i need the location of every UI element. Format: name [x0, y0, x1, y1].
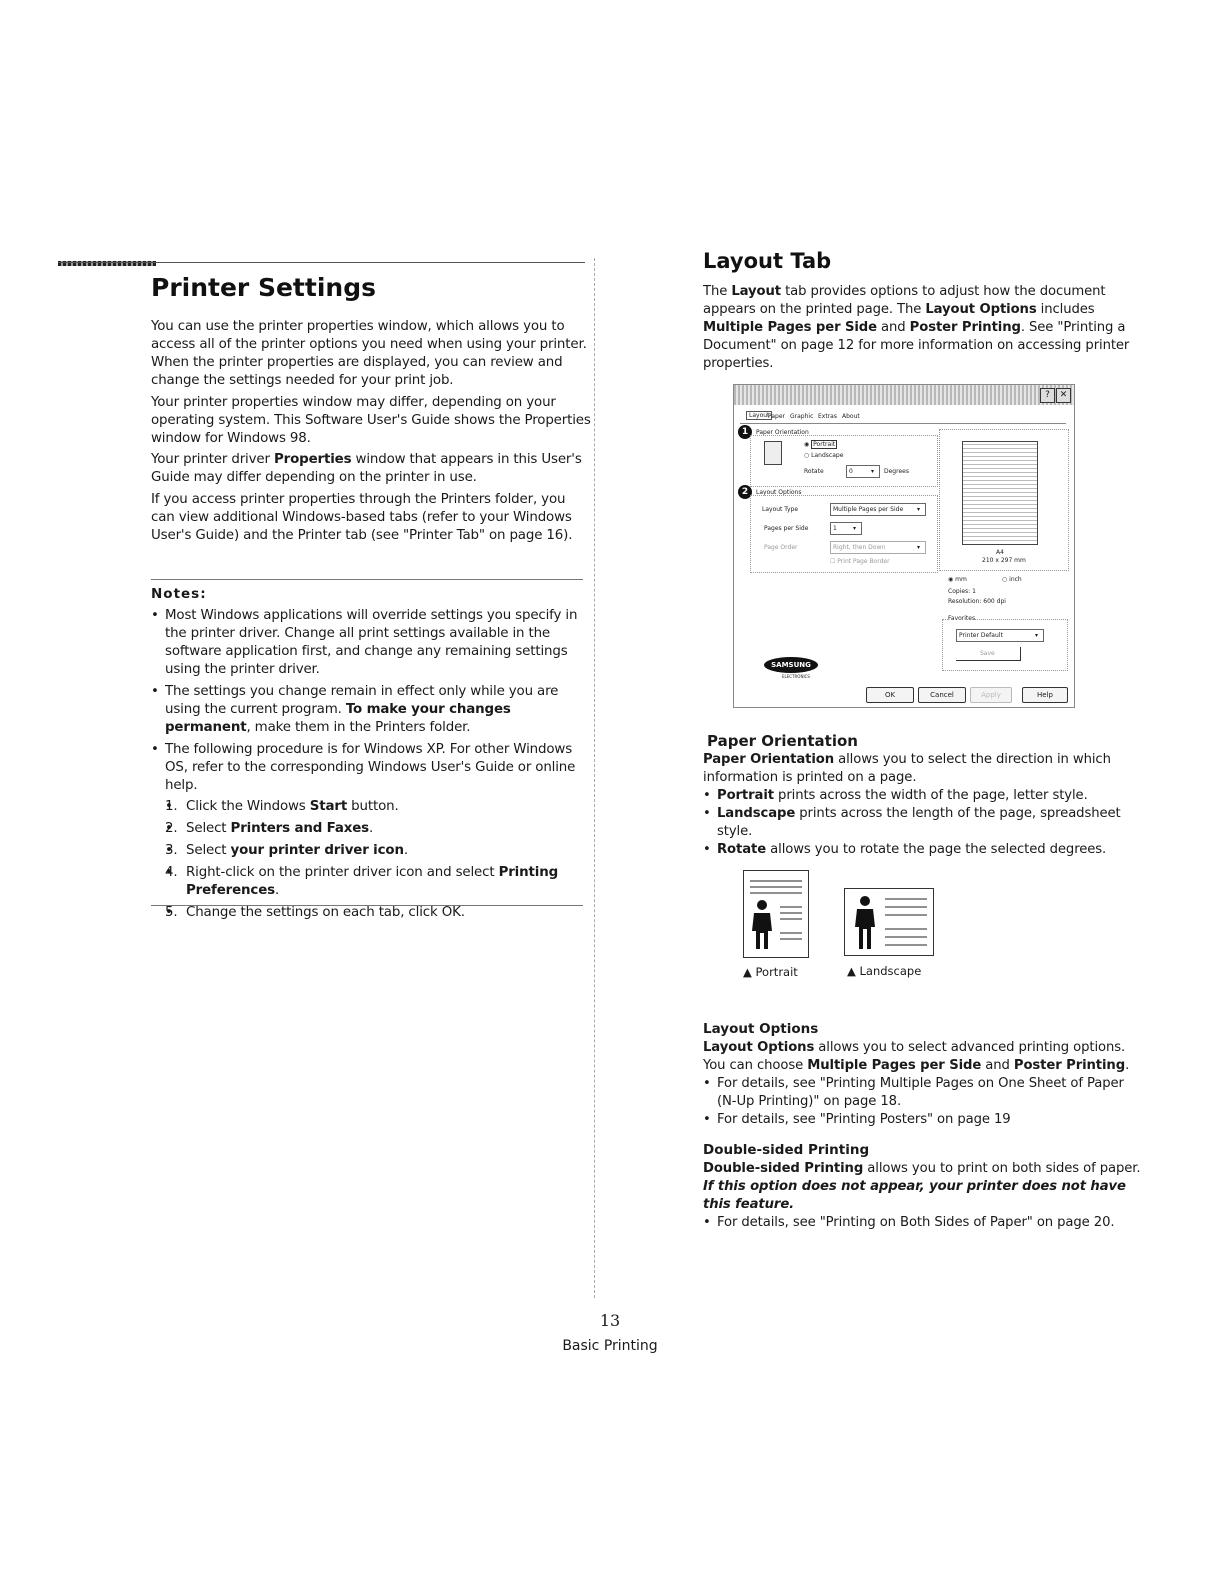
portrait-bullet: • Portrait prints across the width of the page, letter style.	[703, 787, 1133, 805]
pages-per-side-select[interactable]: 1 ▾	[830, 522, 862, 535]
layout-options-label: Layout Options	[756, 489, 802, 496]
paper-orientation-body: Paper Orientation allows you to select the direction in which information is printed on a page. • Portrait prints across the width of the page, letter style. • Landscape prints across the length of the page, spreadsheet style. • Rotate allows you to rotate the page the selected degrees.	[703, 751, 1133, 859]
layout-type-select[interactable]: Multiple Pages per Side ▾	[830, 503, 926, 516]
callout-badge-1: 1	[738, 425, 752, 439]
double-sided-body: Double-sided Printing allows you to print on both sides of paper. If this option does not appear, your printer does not have this feature. • For details, see "Printing on Both Sides of Paper" on page 20.	[703, 1160, 1143, 1232]
rotate-label: Rotate	[804, 468, 824, 475]
notes-title: Notes:	[151, 586, 207, 602]
page-preview	[962, 441, 1038, 545]
notes-list	[151, 607, 591, 926]
step-5: • 5. Change the settings on each tab, click OK.	[165, 904, 591, 922]
copies-label: Copies: 1	[948, 588, 976, 595]
section-title: Layout Tab	[703, 249, 832, 273]
tab-layout[interactable]: Layout	[746, 411, 772, 420]
intro-paragraph-4: If you access printer properties through the Printers folder, you can view additional Windows-based tabs (refer to your Windows User's Guide) and the Printer tab (see "Printer Tab" on page 16).	[151, 492, 573, 543]
steps-list	[165, 798, 591, 922]
intro-paragraph-2: Your printer properties window may differ, depending on your operating system. This Software User's Guide shows the Properties window for Windows 98.	[151, 395, 591, 446]
print-page-border-checkbox[interactable]: ☐ Print Page Border	[830, 558, 890, 565]
layout-options-body: Layout Options allows you to select advanced printing options. You can choose Multiple Pages per Side and Poster Printing. • For details, see "Printing Multiple Pages on One Sheet of Paper (N-Up Printing)" on page 18. • For details, see "Printing Posters" on page 19	[703, 1039, 1143, 1129]
portrait-figure	[743, 870, 809, 958]
triangle-up-icon: ▲	[743, 965, 752, 979]
step-4: • 4. Right-click on the printer driver icon and select Printing Preferences.	[165, 864, 591, 900]
tab-underline	[740, 423, 1066, 424]
triangle-up-icon: ▲	[847, 964, 856, 978]
favorites-save-button[interactable]: Save	[956, 647, 1021, 661]
step-3: • 3. Select your printer driver icon.	[165, 842, 591, 860]
page-order-label: Page Order	[764, 544, 798, 551]
help-icon[interactable]: ?	[1040, 388, 1055, 403]
column-separator	[594, 258, 595, 1298]
double-sided-heading: Double-sided Printing	[703, 1142, 870, 1158]
close-icon[interactable]: ✕	[1056, 388, 1071, 403]
notes-rule-top	[151, 579, 583, 580]
layout-options-heading: Layout Options	[703, 1021, 819, 1037]
intro-paragraph-1: You can use the printer properties window, which allows you to access all of the printer options you need when using your printer. When the printer properties are displayed, you can review and change the settings needed for your print job.	[151, 319, 587, 388]
step-1: • 1. Click the Windows Start button.	[165, 798, 591, 816]
help-button[interactable]: Help	[1022, 687, 1068, 703]
tab-graphic[interactable]: Graphic	[790, 413, 814, 420]
landscape-radio[interactable]: ○ Landscape	[804, 452, 844, 459]
dialog-title-bar	[734, 385, 1074, 405]
tab-paper[interactable]: Paper	[768, 413, 785, 420]
unit-inch-radio[interactable]: ○ inch	[1002, 576, 1022, 583]
landscape-person-icon	[845, 889, 933, 955]
note-item-3: • The following procedure is for Windows XP. For other Windows OS, refer to the corresponding Windows User's Guide or online help. • 1. Click the Windows Start button. • 2. Select Printers and Faxes. • 3. Select your printer driver icon. • 4. Right-click on the printer driver icon and select Printing Preferences. • 5. Change the settings on each tab, click OK.	[151, 741, 591, 922]
layout-intro: The Layout tab provides options to adjust how the document appears on the printed page. The Layout Options includes Multiple Pages per Side and Poster Printing. See "Printing a Document" on page 12 for more information on accessing printer properties.	[703, 284, 1130, 371]
samsung-logo: SAMSUNG	[764, 657, 818, 673]
samsung-logo-sub: ELECTRONICS	[782, 674, 810, 679]
paper-orientation-label: Paper Orientation	[756, 429, 809, 436]
apply-button[interactable]: Apply	[970, 687, 1012, 703]
footer-section: Basic Printing	[562, 1338, 658, 1354]
cancel-button[interactable]: Cancel	[918, 687, 966, 703]
layout-type-label: Layout Type	[762, 506, 799, 513]
page-order-select[interactable]: Right, then Down ▾	[830, 541, 926, 554]
paper-orientation-heading: Paper Orientation	[707, 732, 858, 750]
favorites-label: Favorites	[948, 615, 976, 622]
nup-bullet: • For details, see "Printing Multiple Pages on One Sheet of Paper (N-Up Printing)" on page 18.	[703, 1075, 1143, 1111]
page-title: Printer Settings	[151, 273, 376, 302]
intro-paragraph-3: Your printer driver Properties window that appears in this User's Guide may differ depending on the printer in use.	[151, 452, 582, 485]
unit-mm-radio[interactable]: ◉ mm	[948, 576, 967, 583]
degrees-label: Degrees	[884, 468, 909, 475]
duplex-bullet: • For details, see "Printing on Both Sides of Paper" on page 20.	[703, 1214, 1143, 1232]
note-item-2: • The settings you change remain in effect only while you are using the current program. To make your changes permanent, make them in the Printers folder.	[151, 683, 591, 737]
favorites-group	[942, 619, 1068, 671]
page-number: 13	[599, 1311, 621, 1330]
header-rule	[58, 262, 585, 263]
resolution-label: Resolution: 600 dpi	[948, 598, 1006, 605]
orientation-preview-icon	[764, 441, 782, 465]
paper-size-label: A4	[996, 549, 1004, 556]
landscape-bullet: • Landscape prints across the length of the page, spreadsheet style.	[703, 805, 1133, 841]
ok-button[interactable]: OK	[866, 687, 914, 703]
landscape-caption: ▲ Landscape	[847, 964, 922, 978]
pages-per-side-label: Pages per Side	[764, 525, 809, 532]
tab-extras[interactable]: Extras	[818, 413, 837, 420]
callout-badge-2: 2	[738, 485, 752, 499]
paper-dims-label: 210 x 297 mm	[982, 557, 1026, 564]
printer-properties-dialog	[733, 384, 1075, 708]
note-item-1: • Most Windows applications will override settings you specify in the printer driver. Change all print settings available in the software application first, and change any remaining settings using the printer driver.	[151, 607, 591, 679]
tab-about[interactable]: About	[842, 413, 860, 420]
favorites-select[interactable]: Printer Default ▾	[956, 629, 1044, 642]
portrait-person-icon	[744, 871, 808, 957]
poster-bullet: • For details, see "Printing Posters" on page 19	[703, 1111, 1143, 1129]
portrait-radio[interactable]: ◉ Portrait	[804, 441, 836, 448]
rotate-select[interactable]: 0 ▾	[846, 465, 880, 478]
landscape-figure	[844, 888, 934, 956]
portrait-caption: ▲ Portrait	[743, 965, 798, 979]
step-2: • 2. Select Printers and Faxes.	[165, 820, 591, 838]
rotate-bullet: • Rotate allows you to rotate the page the selected degrees.	[703, 841, 1133, 859]
notes-rule-bottom	[151, 905, 583, 906]
